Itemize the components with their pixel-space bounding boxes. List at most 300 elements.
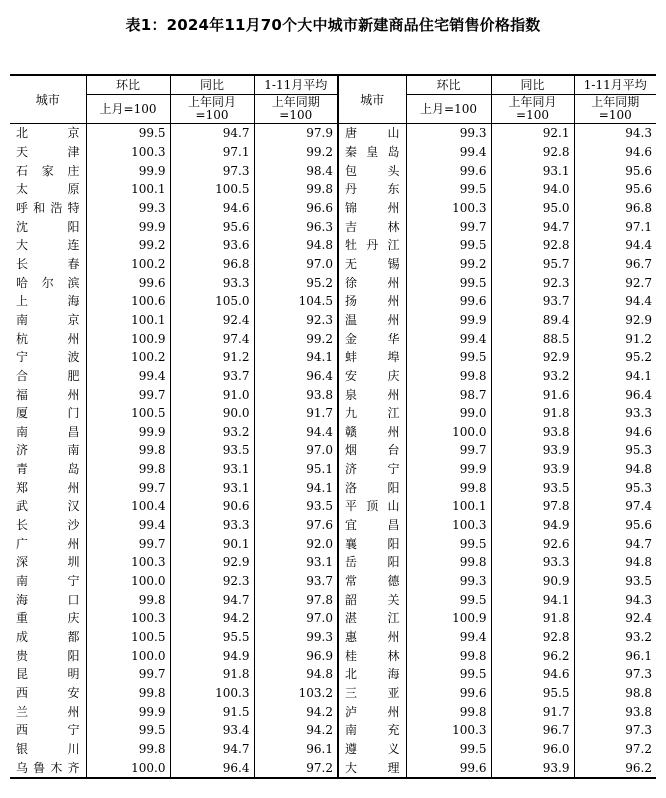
cell-avg-left: 92.3 — [254, 311, 338, 330]
cell-yoy-right: 88.5 — [491, 329, 574, 348]
subheader-mom-left: 上月=100 — [86, 95, 170, 124]
cell-avg-right: 95.3 — [574, 441, 656, 460]
cell-avg-right: 94.6 — [574, 423, 656, 442]
cell-yoy-right: 91.8 — [491, 404, 574, 423]
cell-yoy-right: 93.5 — [491, 478, 574, 497]
header-yoy-left: 同比 — [170, 75, 254, 95]
cell-yoy-left: 93.3 — [170, 273, 254, 292]
cell-yoy-right: 95.7 — [491, 255, 574, 274]
cell-mom-left: 99.8 — [86, 441, 170, 460]
cell-avg-left: 99.2 — [254, 329, 338, 348]
cell-yoy-left: 92.4 — [170, 311, 254, 330]
cell-yoy-left: 93.1 — [170, 478, 254, 497]
cell-yoy-left: 91.0 — [170, 385, 254, 404]
cell-avg-left: 94.1 — [254, 478, 338, 497]
cell-city-right: 扬州 — [338, 292, 406, 311]
cell-mom-right: 99.8 — [406, 367, 491, 386]
table-row — [10, 329, 656, 348]
cell-avg-left: 97.0 — [254, 255, 338, 274]
cell-mom-right: 100.9 — [406, 609, 491, 628]
header-mom-right: 环比 — [406, 75, 491, 95]
cell-city-left: 南昌 — [16, 424, 80, 439]
cell-avg-right: 94.3 — [574, 590, 656, 609]
cell-city-left: 长沙 — [16, 518, 80, 533]
cell-city-right: 三亚 — [338, 684, 406, 703]
cell-yoy-right: 93.3 — [491, 553, 574, 572]
cell-mom-left: 100.4 — [86, 497, 170, 516]
cell-mom-left: 100.9 — [86, 329, 170, 348]
table-row — [10, 236, 656, 255]
cell-city-right: 泸州 — [338, 702, 406, 721]
cell-mom-left: 100.3 — [86, 553, 170, 572]
cell-yoy-left: 94.6 — [170, 199, 254, 218]
cell-mom-left: 100.1 — [86, 180, 170, 199]
cell-mom-left: 99.5 — [86, 721, 170, 740]
cell-mom-right: 100.0 — [406, 423, 491, 442]
cell-avg-left: 96.4 — [254, 367, 338, 386]
cell-city-left: 昆明 — [16, 667, 80, 682]
cell-avg-left: 91.7 — [254, 404, 338, 423]
cell-city-right: 金华 — [338, 329, 406, 348]
table-row — [10, 572, 656, 591]
cell-mom-left: 100.2 — [86, 348, 170, 367]
cell-mom-right: 99.9 — [406, 311, 491, 330]
cell-avg-right: 95.6 — [574, 180, 656, 199]
cell-mom-right: 99.0 — [406, 404, 491, 423]
cell-avg-left: 97.9 — [254, 124, 338, 143]
cell-yoy-left: 96.8 — [170, 255, 254, 274]
cell-avg-left: 94.4 — [254, 423, 338, 442]
cell-avg-right: 96.7 — [574, 255, 656, 274]
cell-yoy-right: 93.9 — [491, 441, 574, 460]
cell-city-right: 南充 — [338, 721, 406, 740]
cell-mom-left: 100.5 — [86, 628, 170, 647]
cell-yoy-left: 93.5 — [170, 441, 254, 460]
header-yoy-right: 同比 — [491, 75, 574, 95]
cell-mom-right: 99.5 — [406, 665, 491, 684]
cell-city-left: 南京 — [16, 312, 80, 327]
cell-yoy-left: 91.5 — [170, 702, 254, 721]
cell-city-left: 南宁 — [16, 574, 80, 589]
cell-city-left: 西宁 — [16, 723, 80, 738]
cell-avg-right: 95.2 — [574, 348, 656, 367]
cell-avg-left: 96.3 — [254, 217, 338, 236]
cell-mom-right: 99.2 — [406, 255, 491, 274]
cell-mom-right: 99.3 — [406, 124, 491, 143]
cell-avg-right: 96.8 — [574, 199, 656, 218]
table-row — [10, 758, 656, 778]
cell-yoy-right: 90.9 — [491, 572, 574, 591]
cell-mom-left: 99.6 — [86, 273, 170, 292]
cell-city-right: 包头 — [338, 161, 406, 180]
cell-city-left: 济南 — [16, 443, 80, 458]
cell-avg-right: 97.3 — [574, 665, 656, 684]
cell-avg-left: 97.2 — [254, 758, 338, 778]
cell-avg-right: 94.7 — [574, 534, 656, 553]
cell-mom-right: 98.7 — [406, 385, 491, 404]
cell-city-right: 蚌埠 — [338, 348, 406, 367]
subheader-yoy-left: 上年同月 =100 — [170, 95, 254, 124]
cell-mom-right: 99.5 — [406, 740, 491, 759]
cell-city-left: 银川 — [16, 741, 80, 756]
cell-yoy-left: 93.2 — [170, 423, 254, 442]
cell-avg-right: 97.2 — [574, 740, 656, 759]
cell-yoy-right: 92.8 — [491, 628, 574, 647]
cell-city-left: 乌鲁木齐 — [10, 758, 86, 778]
cell-mom-left: 99.8 — [86, 590, 170, 609]
cell-mom-left: 100.0 — [86, 646, 170, 665]
cell-mom-right: 100.3 — [406, 516, 491, 535]
cell-mom-right: 99.4 — [406, 329, 491, 348]
cell-avg-right: 95.6 — [574, 516, 656, 535]
cell-mom-right: 99.8 — [406, 478, 491, 497]
cell-city-left: 太原 — [16, 182, 80, 197]
cell-avg-right: 97.1 — [574, 217, 656, 236]
cell-avg-left: 94.8 — [254, 665, 338, 684]
cell-yoy-left: 94.7 — [170, 590, 254, 609]
table-row — [10, 665, 656, 684]
cell-yoy-left: 97.4 — [170, 329, 254, 348]
table-row — [10, 534, 656, 553]
cell-yoy-left: 90.6 — [170, 497, 254, 516]
cell-avg-left: 95.2 — [254, 273, 338, 292]
cell-avg-right: 93.5 — [574, 572, 656, 591]
cell-city-right: 惠州 — [338, 628, 406, 647]
cell-avg-left: 95.1 — [254, 460, 338, 479]
cell-city-right: 襄阳 — [338, 534, 406, 553]
cell-yoy-left: 100.5 — [170, 180, 254, 199]
cell-avg-left: 93.8 — [254, 385, 338, 404]
cell-city-left: 兰州 — [16, 704, 80, 719]
cell-mom-left: 99.5 — [86, 124, 170, 143]
subheader-avg-right: 上年同期 =100 — [574, 95, 656, 124]
cell-mom-right: 99.7 — [406, 441, 491, 460]
cell-mom-right: 99.5 — [406, 236, 491, 255]
cell-avg-right: 96.1 — [574, 646, 656, 665]
cell-city-right: 大理 — [338, 758, 406, 778]
cell-city-left: 石家庄 — [16, 163, 80, 178]
cell-yoy-right: 94.9 — [491, 516, 574, 535]
subheader-avg-left: 上年同期 =100 — [254, 95, 338, 124]
table-row — [10, 478, 656, 497]
cell-mom-left: 99.9 — [86, 217, 170, 236]
cell-yoy-left: 95.6 — [170, 217, 254, 236]
cell-city-right: 牡丹江 — [338, 236, 406, 255]
cell-avg-right: 93.3 — [574, 404, 656, 423]
table-row — [10, 684, 656, 703]
cell-mom-right: 99.8 — [406, 553, 491, 572]
cell-mom-right: 99.6 — [406, 758, 491, 778]
table-row — [10, 255, 656, 274]
cell-yoy-left: 93.6 — [170, 236, 254, 255]
cell-avg-left: 97.0 — [254, 441, 338, 460]
cell-avg-right: 97.3 — [574, 721, 656, 740]
cell-avg-left: 104.5 — [254, 292, 338, 311]
cell-yoy-right: 92.8 — [491, 236, 574, 255]
table-row — [10, 217, 656, 236]
cell-avg-left: 93.5 — [254, 497, 338, 516]
cell-city-left: 沈阳 — [16, 219, 80, 234]
cell-yoy-right: 93.9 — [491, 460, 574, 479]
cell-avg-left: 96.9 — [254, 646, 338, 665]
cell-yoy-left: 92.9 — [170, 553, 254, 572]
price-index-table — [10, 74, 656, 779]
cell-city-right: 吉林 — [338, 217, 406, 236]
cell-yoy-left: 94.9 — [170, 646, 254, 665]
cell-city-right: 湛江 — [338, 609, 406, 628]
cell-mom-left: 99.7 — [86, 665, 170, 684]
cell-mom-right: 99.7 — [406, 217, 491, 236]
cell-avg-right: 92.7 — [574, 273, 656, 292]
cell-mom-right: 99.5 — [406, 534, 491, 553]
cell-mom-right: 99.3 — [406, 572, 491, 591]
table-body — [10, 124, 656, 778]
cell-yoy-right: 94.7 — [491, 217, 574, 236]
cell-avg-right: 94.6 — [574, 143, 656, 162]
cell-yoy-right: 96.0 — [491, 740, 574, 759]
cell-mom-left: 99.2 — [86, 236, 170, 255]
cell-yoy-right: 94.1 — [491, 590, 574, 609]
cell-avg-left: 97.6 — [254, 516, 338, 535]
cell-city-right: 丹东 — [338, 180, 406, 199]
table-row — [10, 161, 656, 180]
cell-city-left: 青岛 — [16, 462, 80, 477]
table-row — [10, 646, 656, 665]
cell-city-right: 北海 — [338, 665, 406, 684]
cell-city-right: 平顶山 — [338, 497, 406, 516]
cell-mom-left: 99.4 — [86, 516, 170, 535]
table-row — [10, 423, 656, 442]
table-row — [10, 385, 656, 404]
cell-yoy-right: 95.0 — [491, 199, 574, 218]
cell-yoy-right: 97.8 — [491, 497, 574, 516]
cell-yoy-left: 105.0 — [170, 292, 254, 311]
header-avg-right: 1-11月平均 — [574, 75, 656, 95]
cell-city-right: 锦州 — [338, 199, 406, 218]
cell-city-left: 福州 — [16, 387, 80, 402]
cell-yoy-right: 94.0 — [491, 180, 574, 199]
cell-avg-left: 98.4 — [254, 161, 338, 180]
cell-avg-right: 91.2 — [574, 329, 656, 348]
cell-mom-left: 100.3 — [86, 143, 170, 162]
cell-yoy-right: 94.6 — [491, 665, 574, 684]
table-row — [10, 124, 656, 143]
cell-yoy-left: 97.3 — [170, 161, 254, 180]
cell-avg-left: 99.8 — [254, 180, 338, 199]
cell-mom-right: 99.6 — [406, 161, 491, 180]
cell-city-right: 韶关 — [338, 590, 406, 609]
cell-avg-left: 94.1 — [254, 348, 338, 367]
cell-yoy-left: 95.5 — [170, 628, 254, 647]
cell-city-left: 西安 — [16, 686, 80, 701]
cell-mom-left: 99.7 — [86, 534, 170, 553]
cell-avg-left: 97.0 — [254, 609, 338, 628]
cell-mom-left: 100.2 — [86, 255, 170, 274]
cell-mom-right: 100.1 — [406, 497, 491, 516]
cell-city-left: 厦门 — [16, 406, 80, 421]
cell-yoy-right: 93.8 — [491, 423, 574, 442]
table-row — [10, 143, 656, 162]
cell-avg-left: 103.2 — [254, 684, 338, 703]
cell-yoy-right: 92.3 — [491, 273, 574, 292]
cell-city-right: 遵义 — [338, 740, 406, 759]
cell-mom-left: 99.9 — [86, 702, 170, 721]
cell-city-right: 岳阳 — [338, 553, 406, 572]
header-city-left: 城市 — [10, 75, 86, 124]
cell-yoy-left: 94.7 — [170, 740, 254, 759]
cell-city-left: 重庆 — [16, 611, 80, 626]
cell-avg-right: 92.9 — [574, 311, 656, 330]
header-mom-left: 环比 — [86, 75, 170, 95]
cell-city-left: 长春 — [16, 256, 80, 271]
cell-mom-left: 99.8 — [86, 460, 170, 479]
cell-avg-right: 96.2 — [574, 758, 656, 778]
cell-yoy-left: 93.3 — [170, 516, 254, 535]
cell-yoy-left: 94.2 — [170, 609, 254, 628]
cell-yoy-right: 91.6 — [491, 385, 574, 404]
cell-mom-left: 99.7 — [86, 385, 170, 404]
subheader-mom-right: 上月=100 — [406, 95, 491, 124]
cell-yoy-left: 92.3 — [170, 572, 254, 591]
cell-avg-left: 99.3 — [254, 628, 338, 647]
cell-city-left: 哈尔滨 — [16, 275, 80, 290]
cell-yoy-left: 100.3 — [170, 684, 254, 703]
cell-mom-right: 99.8 — [406, 646, 491, 665]
cell-yoy-left: 94.7 — [170, 124, 254, 143]
cell-avg-right: 98.8 — [574, 684, 656, 703]
cell-avg-left: 93.1 — [254, 553, 338, 572]
cell-city-right: 宜昌 — [338, 516, 406, 535]
cell-yoy-left: 96.4 — [170, 758, 254, 778]
cell-city-left: 广州 — [16, 536, 80, 551]
cell-city-right: 烟台 — [338, 441, 406, 460]
page-title: 表1：2024年11月70个大中城市新建商品住宅销售价格指数 — [125, 16, 541, 34]
cell-avg-right: 97.4 — [574, 497, 656, 516]
cell-avg-right: 95.6 — [574, 161, 656, 180]
cell-avg-left: 96.1 — [254, 740, 338, 759]
cell-city-right: 温州 — [338, 311, 406, 330]
cell-city-right: 九江 — [338, 404, 406, 423]
cell-mom-left: 99.8 — [86, 684, 170, 703]
cell-city-right: 济宁 — [338, 460, 406, 479]
cell-city-left: 贵阳 — [16, 648, 80, 663]
cell-city-right: 桂林 — [338, 646, 406, 665]
table-row — [10, 590, 656, 609]
cell-mom-right: 99.5 — [406, 348, 491, 367]
cell-mom-right: 99.6 — [406, 292, 491, 311]
cell-yoy-left: 93.4 — [170, 721, 254, 740]
cell-avg-right: 94.3 — [574, 124, 656, 143]
cell-mom-left: 100.6 — [86, 292, 170, 311]
cell-city-left: 海口 — [16, 592, 80, 607]
cell-yoy-left: 93.1 — [170, 460, 254, 479]
cell-city-left: 合肥 — [16, 368, 80, 383]
cell-avg-left: 96.6 — [254, 199, 338, 218]
cell-mom-right: 99.5 — [406, 180, 491, 199]
cell-mom-left: 100.0 — [86, 758, 170, 778]
cell-avg-right: 94.4 — [574, 292, 656, 311]
table-row — [10, 516, 656, 535]
cell-mom-right: 99.5 — [406, 273, 491, 292]
cell-mom-right: 100.3 — [406, 199, 491, 218]
cell-yoy-right: 96.2 — [491, 646, 574, 665]
table-row — [10, 460, 656, 479]
cell-mom-right: 99.9 — [406, 460, 491, 479]
cell-city-left: 成都 — [16, 630, 80, 645]
cell-mom-right: 99.6 — [406, 684, 491, 703]
cell-mom-right: 99.4 — [406, 143, 491, 162]
cell-mom-left: 99.7 — [86, 478, 170, 497]
cell-yoy-right: 93.9 — [491, 758, 574, 778]
cell-mom-left: 100.5 — [86, 404, 170, 423]
table-row — [10, 273, 656, 292]
cell-yoy-right: 95.5 — [491, 684, 574, 703]
table-row — [10, 553, 656, 572]
cell-city-left: 呼和浩特 — [16, 200, 80, 215]
cell-city-left: 宁波 — [16, 350, 80, 365]
subheader-yoy-right: 上年同月 =100 — [491, 95, 574, 124]
cell-city-left: 北京 — [16, 126, 80, 141]
cell-mom-right: 99.4 — [406, 628, 491, 647]
table-row — [10, 740, 656, 759]
cell-city-right: 泉州 — [338, 385, 406, 404]
cell-avg-right: 95.3 — [574, 478, 656, 497]
cell-city-right: 徐州 — [338, 273, 406, 292]
table-row — [10, 311, 656, 330]
cell-avg-right: 96.4 — [574, 385, 656, 404]
cell-city-right: 秦皇岛 — [338, 143, 406, 162]
cell-city-right: 赣州 — [338, 423, 406, 442]
table-row — [10, 404, 656, 423]
cell-city-left: 天津 — [16, 144, 80, 159]
cell-yoy-left: 91.8 — [170, 665, 254, 684]
cell-yoy-right: 96.7 — [491, 721, 574, 740]
cell-mom-right: 99.5 — [406, 590, 491, 609]
cell-mom-right: 99.8 — [406, 702, 491, 721]
cell-yoy-left: 97.1 — [170, 143, 254, 162]
header-city-right: 城市 — [338, 75, 406, 124]
cell-mom-left: 99.3 — [86, 199, 170, 218]
cell-city-left: 上海 — [16, 294, 80, 309]
cell-avg-left: 97.8 — [254, 590, 338, 609]
cell-yoy-left: 93.7 — [170, 367, 254, 386]
table-row — [10, 180, 656, 199]
cell-yoy-left: 90.0 — [170, 404, 254, 423]
cell-mom-left: 99.9 — [86, 423, 170, 442]
cell-city-left: 杭州 — [16, 331, 80, 346]
table-row — [10, 367, 656, 386]
table-row — [10, 348, 656, 367]
cell-avg-right: 92.4 — [574, 609, 656, 628]
cell-yoy-right: 92.9 — [491, 348, 574, 367]
cell-avg-left: 92.0 — [254, 534, 338, 553]
cell-mom-left: 99.9 — [86, 161, 170, 180]
cell-yoy-right: 93.7 — [491, 292, 574, 311]
cell-city-right: 唐山 — [338, 124, 406, 143]
cell-mom-left: 99.4 — [86, 367, 170, 386]
cell-yoy-right: 92.1 — [491, 124, 574, 143]
cell-mom-right: 100.3 — [406, 721, 491, 740]
cell-yoy-right: 93.1 — [491, 161, 574, 180]
cell-yoy-right: 92.6 — [491, 534, 574, 553]
cell-avg-left: 93.7 — [254, 572, 338, 591]
cell-yoy-right: 93.2 — [491, 367, 574, 386]
cell-yoy-left: 91.2 — [170, 348, 254, 367]
table-row — [10, 609, 656, 628]
cell-yoy-right: 91.8 — [491, 609, 574, 628]
cell-city-left: 武汉 — [16, 499, 80, 514]
table-row — [10, 702, 656, 721]
